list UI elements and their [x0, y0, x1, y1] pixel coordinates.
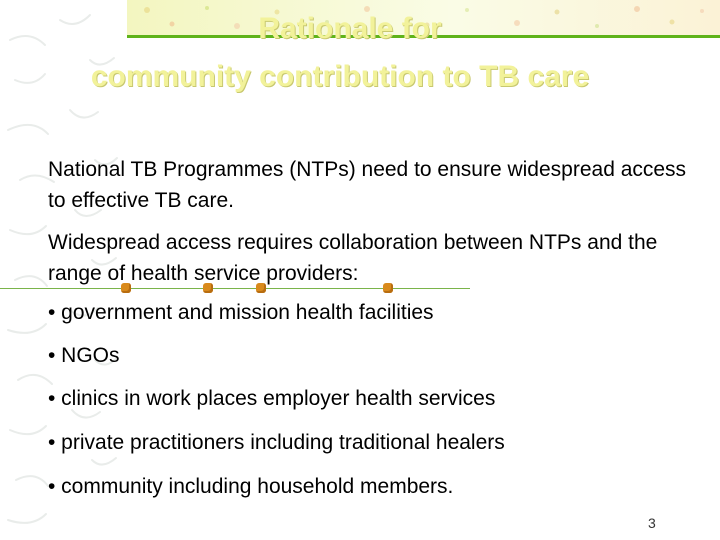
list-item: • NGOs [48, 344, 120, 367]
title-line-2: community contribution to TB care [90, 60, 590, 94]
paragraph-collaboration: Widespread access requires collaboration between NTPs and the range of health service providers: [48, 231, 658, 285]
paragraph-ntp-access: National TB Programmes (NTPs) need to ensure widespread access to effective TB care. [48, 158, 687, 212]
list-item: • community including household members. [48, 475, 454, 498]
list-item: • clinics in work places employer health services [48, 387, 496, 410]
list-item: • private practitioners including traditional healers [48, 431, 505, 454]
title-line-1: Rationale for [258, 12, 442, 46]
slide-title [0, 12, 680, 101]
list-item: • government and mission health facilities [48, 301, 434, 324]
page-number: 3 [648, 515, 656, 531]
